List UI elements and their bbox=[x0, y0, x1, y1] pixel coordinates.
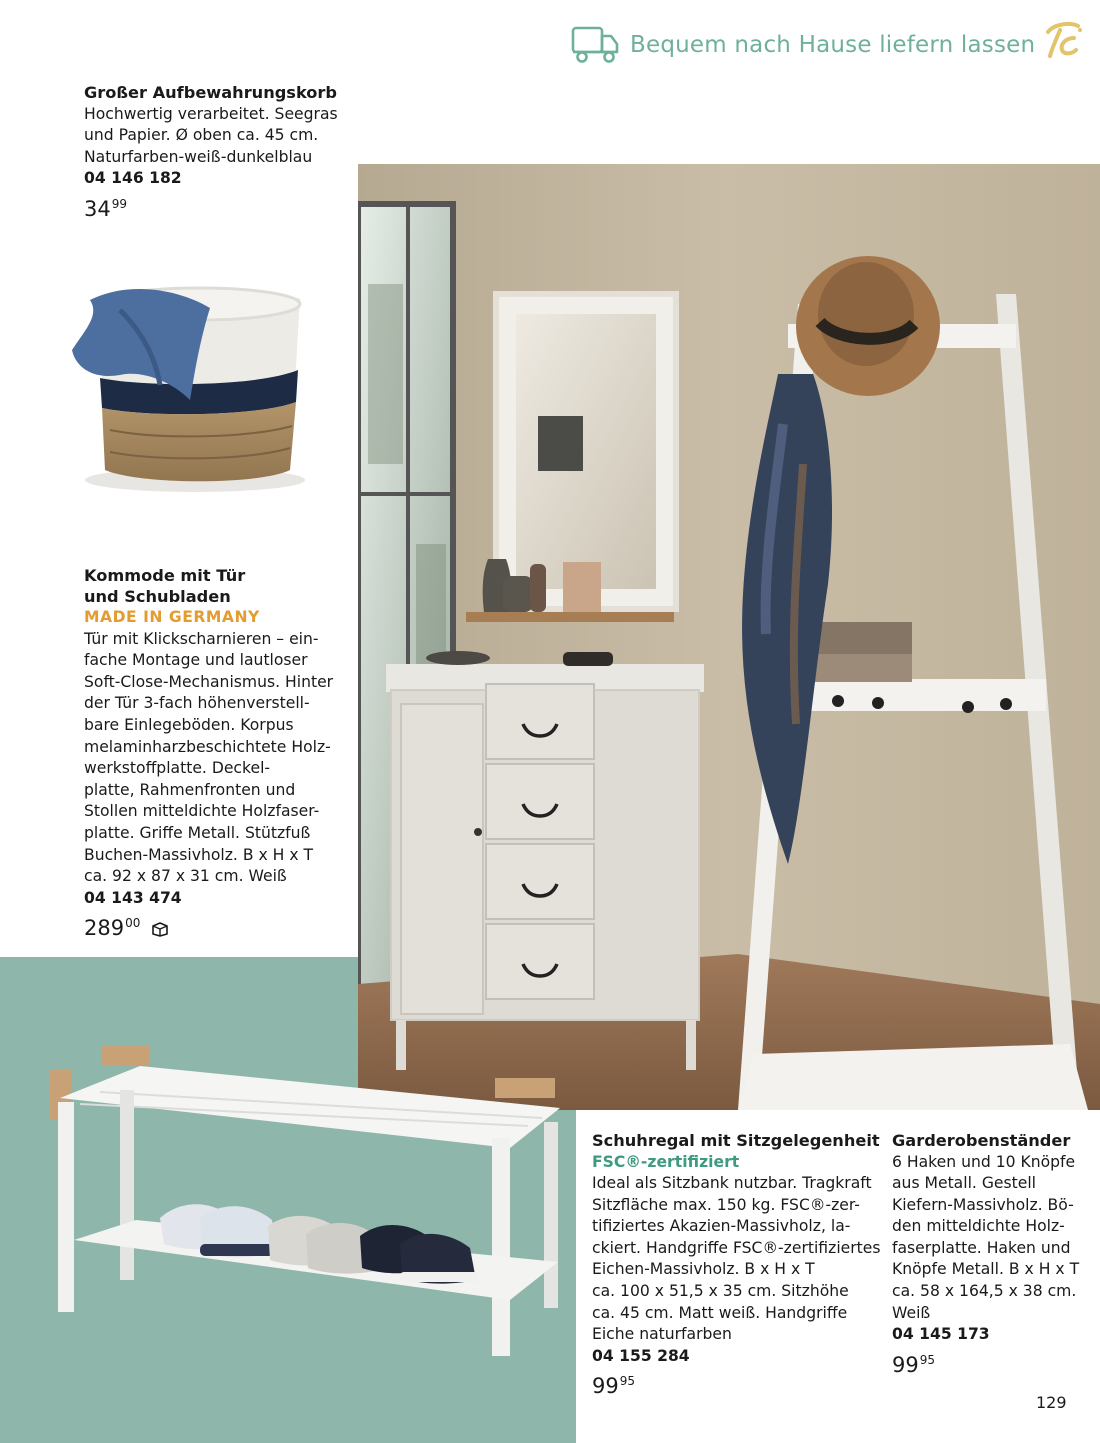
product-dresser bbox=[84, 566, 354, 940]
price-cents: 95 bbox=[919, 1352, 936, 1367]
price-main: 99 bbox=[892, 1352, 919, 1377]
product-description-line: faserplatte. Haken und bbox=[892, 1238, 1071, 1257]
shoe-bench-photo bbox=[40, 1030, 580, 1380]
product-sku: 04 155 284 bbox=[592, 1346, 690, 1365]
product-basket bbox=[84, 83, 354, 220]
product-description-line: Stollen mitteldichte Holzfaser- bbox=[84, 802, 320, 821]
product-sku: 04 146 182 bbox=[84, 169, 182, 188]
product-price bbox=[592, 1371, 882, 1398]
price-cents: 99 bbox=[111, 196, 128, 211]
product-description-line: Weiß bbox=[892, 1303, 931, 1322]
price-main: 99 bbox=[592, 1374, 619, 1399]
fsc-label: FSC®-zertifiziert bbox=[592, 1152, 740, 1171]
price-main: 34 bbox=[84, 196, 111, 221]
product-description-line: Soft-Close-Mechanismus. Hinter bbox=[84, 672, 334, 691]
product-sku: 04 145 173 bbox=[892, 1325, 990, 1344]
delivery-text: Bequem nach Hause liefern lassen bbox=[630, 32, 1036, 58]
product-description-line: ckiert. Handgriffe FSC®-zertifiziertes bbox=[592, 1238, 881, 1257]
product-shoe-bench bbox=[592, 1131, 882, 1398]
product-description-line: Ideal als Sitzbank nutzbar. Tragkraft bbox=[592, 1174, 872, 1193]
product-title-line: Kommode mit Tür bbox=[84, 566, 246, 585]
hallway-photo bbox=[358, 164, 1100, 1110]
delivery-banner bbox=[570, 20, 1090, 70]
product-description-line: Knöpfe Metall. B x H x T bbox=[892, 1260, 1080, 1279]
product-title: Garderobenständer bbox=[892, 1131, 1071, 1150]
product-description-line: den mitteldichte Holz- bbox=[892, 1217, 1065, 1236]
product-description-line: und Papier. Ø oben ca. 45 cm. bbox=[84, 126, 319, 145]
price-cents: 00 bbox=[125, 916, 141, 931]
product-description-line: ca. 58 x 164,5 x 38 cm. bbox=[892, 1282, 1077, 1301]
product-description-line: bare Einlegeböden. Korpus bbox=[84, 715, 294, 734]
product-title: Schuhregal mit Sitzgelegenheit bbox=[592, 1131, 880, 1150]
price-main: 289 bbox=[84, 916, 125, 941]
product-price bbox=[892, 1350, 1092, 1377]
product-description-line: Hochwertig verarbeitet. Seegras bbox=[84, 104, 338, 123]
product-coat-stand bbox=[892, 1131, 1092, 1376]
product-description-line: ca. 100 x 51,5 x 35 cm. Sitzhöhe bbox=[592, 1282, 849, 1301]
product-description-line: 6 Haken und 10 Knöpfe bbox=[892, 1152, 1076, 1171]
product-description-line: Tür mit Klickscharnieren – ein- bbox=[84, 629, 319, 648]
basket-photo bbox=[60, 270, 320, 500]
product-description-line: platte. Griffe Metall. Stützfuß bbox=[84, 823, 311, 842]
product-description-line: fache Montage und lautloser bbox=[84, 651, 308, 670]
product-title-line: und Schubladen bbox=[84, 586, 231, 606]
page-number: 129 bbox=[1036, 1393, 1067, 1412]
product-description-line: werkstoffplatte. Deckel- bbox=[84, 759, 271, 778]
product-description-line: Eiche naturfarben bbox=[592, 1325, 732, 1344]
product-description-line: aus Metall. Gestell bbox=[892, 1174, 1036, 1193]
product-description-line: Kiefern-Massivholz. Bö- bbox=[892, 1195, 1074, 1214]
product-description-line: Sitzfläche max. 150 kg. FSC®-zer- bbox=[592, 1195, 860, 1214]
product-description-line: der Tür 3-fach höhenverstell- bbox=[84, 694, 310, 713]
product-description-line: Buchen-Massivholz. B x H x T bbox=[84, 845, 314, 864]
parcel-icon bbox=[151, 921, 169, 937]
product-sku: 04 143 474 bbox=[84, 888, 182, 907]
product-title: Großer Aufbewahrungskorb bbox=[84, 83, 337, 102]
product-description-line: ca. 92 x 87 x 31 cm. Weiß bbox=[84, 867, 287, 886]
price-cents: 95 bbox=[619, 1374, 636, 1389]
product-price bbox=[84, 194, 354, 221]
product-description-line: Naturfarben-weiß-dunkelblau bbox=[84, 147, 313, 166]
truck-icon bbox=[570, 24, 620, 66]
product-price bbox=[84, 913, 354, 940]
product-description-line: tifiziertes Akazien-Massivholz, la- bbox=[592, 1217, 851, 1236]
product-description-line: platte, Rahmenfronten und bbox=[84, 780, 296, 799]
product-description-line: ca. 45 cm. Matt weiß. Handgriffe bbox=[592, 1303, 848, 1322]
made-in-germany-label: MADE IN GERMANY bbox=[84, 608, 260, 626]
brand-logo-icon bbox=[1040, 18, 1084, 60]
product-description-line: Eichen-Massivholz. B x H x T bbox=[592, 1260, 815, 1279]
product-description-line: melaminharzbeschichtete Holz- bbox=[84, 737, 331, 756]
